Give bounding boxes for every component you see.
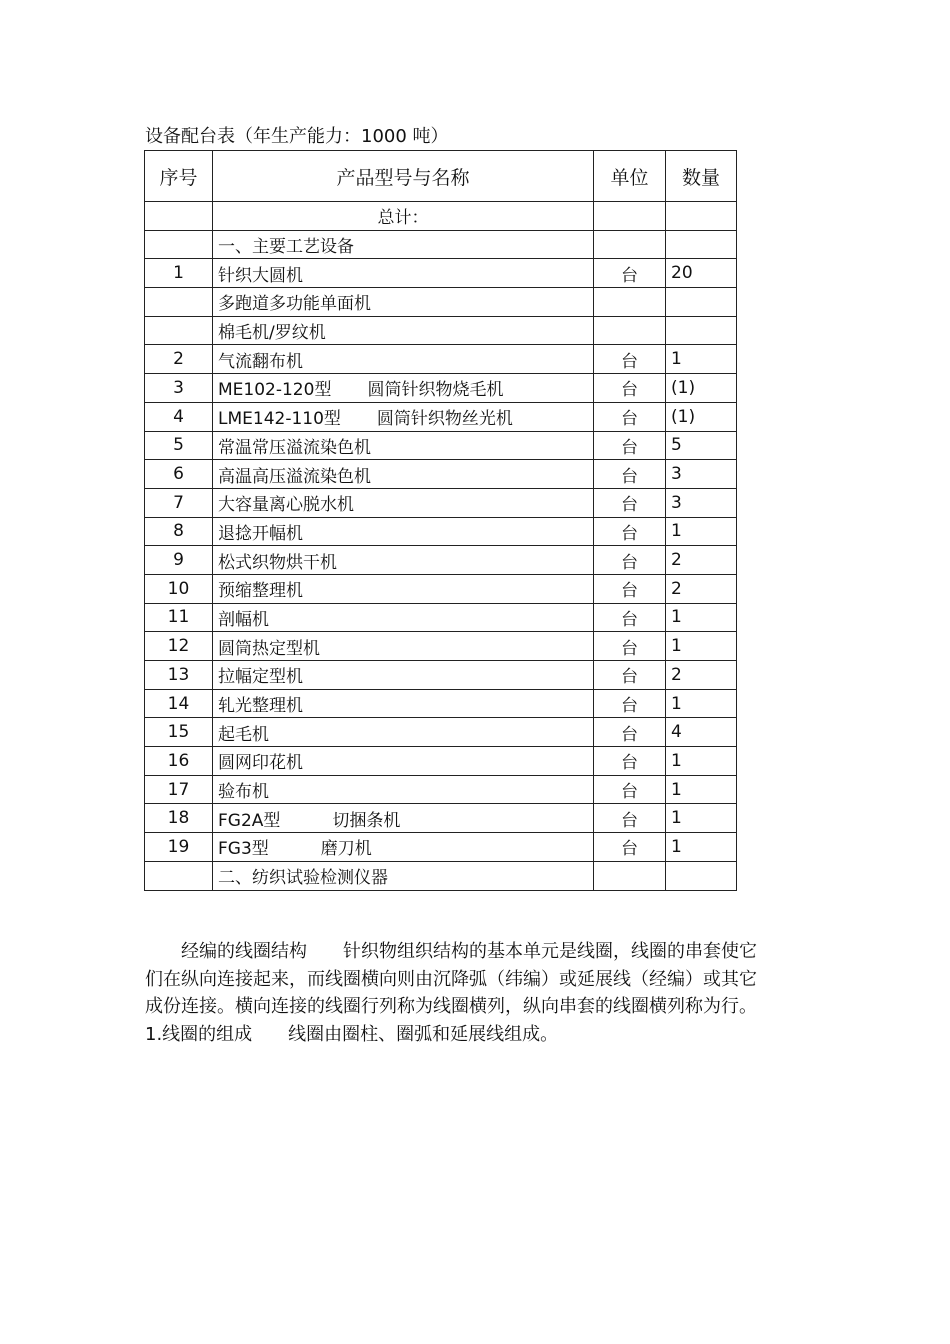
table-header-row xyxy=(145,151,737,202)
row-name-model: 大容量离心脱水机 xyxy=(218,495,354,516)
row-name xyxy=(213,488,594,517)
row-name xyxy=(213,460,594,489)
table-row xyxy=(145,431,737,460)
table-row xyxy=(145,603,737,632)
row-unit: 台 xyxy=(594,804,666,833)
row-name xyxy=(213,374,594,403)
row-no: 19 xyxy=(145,833,213,862)
row-no: 9 xyxy=(145,546,213,575)
row-name-model: 起毛机 xyxy=(218,724,269,745)
row-name-model: 松式织物烘干机 xyxy=(218,552,337,573)
row-no xyxy=(145,288,213,317)
row-name xyxy=(213,632,594,661)
row-name xyxy=(213,804,594,833)
row-unit: 台 xyxy=(594,833,666,862)
row-name xyxy=(213,402,594,431)
row-name xyxy=(213,345,594,374)
table-caption: 设备配台表（年生产能力：1000 吨） xyxy=(145,126,449,147)
row-name xyxy=(213,833,594,862)
row-unit: 台 xyxy=(594,546,666,575)
total-label: 总计： xyxy=(213,202,594,231)
row-unit xyxy=(594,316,666,345)
row-name-model: 圆筒热定型机 xyxy=(218,638,320,659)
row-qty: 1 xyxy=(666,804,737,833)
row-unit: 台 xyxy=(594,517,666,546)
row-unit: 台 xyxy=(594,661,666,690)
row-no: 18 xyxy=(145,804,213,833)
row-qty: 2 xyxy=(666,574,737,603)
row-unit: 台 xyxy=(594,718,666,747)
table-row xyxy=(145,546,737,575)
row-no: 3 xyxy=(145,374,213,403)
row-name-model: 验布机 xyxy=(218,782,269,803)
table-row xyxy=(145,861,737,890)
row-no xyxy=(145,316,213,345)
row-name-model: 气流翻布机 xyxy=(218,351,303,372)
row-name-description: 圆筒针织物丝光机 xyxy=(376,409,513,430)
row-unit: 台 xyxy=(594,775,666,804)
row-name-model: 多跑道多功能单面机 xyxy=(218,294,371,315)
row-qty: (1) xyxy=(666,402,737,431)
row-no: 5 xyxy=(145,431,213,460)
row-unit: 台 xyxy=(594,632,666,661)
row-unit: 台 xyxy=(594,345,666,374)
row-no: 11 xyxy=(145,603,213,632)
row-no: 1 xyxy=(145,259,213,288)
row-name xyxy=(213,603,594,632)
row-qty: 1 xyxy=(666,689,737,718)
paragraph-line: 1.线圈的组成 线圈由圈柱、圈弧和延展线组成。 xyxy=(145,1023,559,1045)
table-row xyxy=(145,775,737,804)
row-qty xyxy=(666,288,737,317)
row-unit: 台 xyxy=(594,574,666,603)
row-qty: 1 xyxy=(666,833,737,862)
row-qty: 1 xyxy=(666,747,737,776)
row-no: 17 xyxy=(145,775,213,804)
table-row xyxy=(145,316,737,345)
table-row xyxy=(145,374,737,403)
row-name-model: ME102-120型 xyxy=(218,380,332,401)
row-name-model: 拉幅定型机 xyxy=(218,667,303,688)
row-name-model: 常温常压溢流染色机 xyxy=(218,437,371,458)
table-row xyxy=(145,288,737,317)
table-row xyxy=(145,259,737,288)
row-name xyxy=(213,230,594,259)
row-name xyxy=(213,431,594,460)
table-row xyxy=(145,488,737,517)
paragraph-line: 们在纵向连接起来，而线圈横向则由沉降弧（纬编）或延展线（经编）或其它 xyxy=(145,968,757,990)
row-qty: 3 xyxy=(666,488,737,517)
row-unit: 台 xyxy=(594,259,666,288)
total-row xyxy=(145,202,737,231)
row-unit: 台 xyxy=(594,402,666,431)
row-name xyxy=(213,689,594,718)
row-name-model: 二、纺织试验检测仪器 xyxy=(218,868,388,889)
row-no: 4 xyxy=(145,402,213,431)
row-name-model: 剖幅机 xyxy=(218,609,269,630)
row-no: 15 xyxy=(145,718,213,747)
total-qty-cell xyxy=(666,202,737,231)
paragraph-line: 经编的线圈结构 针织物组织结构的基本单元是线圈，线圈的串套使它 xyxy=(145,941,757,962)
row-qty: 20 xyxy=(666,259,737,288)
row-name-model: FG3型 xyxy=(218,839,269,860)
row-name xyxy=(213,288,594,317)
table-row xyxy=(145,632,737,661)
row-qty: 1 xyxy=(666,775,737,804)
row-name xyxy=(213,546,594,575)
row-no: 12 xyxy=(145,632,213,661)
row-qty: 4 xyxy=(666,718,737,747)
row-name xyxy=(213,316,594,345)
row-name-model: 高温高压溢流染色机 xyxy=(218,466,371,487)
table-row xyxy=(145,804,737,833)
table-row xyxy=(145,402,737,431)
row-unit: 台 xyxy=(594,460,666,489)
table-row xyxy=(145,574,737,603)
row-qty: 1 xyxy=(666,603,737,632)
row-no: 10 xyxy=(145,574,213,603)
table-row xyxy=(145,747,737,776)
table-row xyxy=(145,833,737,862)
row-name-model: 一、主要工艺设备 xyxy=(218,237,354,258)
row-name xyxy=(213,661,594,690)
row-unit: 台 xyxy=(594,488,666,517)
row-no xyxy=(145,230,213,259)
row-no: 16 xyxy=(145,747,213,776)
equipment-table xyxy=(144,150,737,891)
row-unit: 台 xyxy=(594,603,666,632)
row-name-description: 圆筒针织物烧毛机 xyxy=(367,380,504,401)
row-no: 8 xyxy=(145,517,213,546)
row-qty xyxy=(666,230,737,259)
row-name xyxy=(213,861,594,890)
row-unit: 台 xyxy=(594,747,666,776)
row-name xyxy=(213,259,594,288)
table-row xyxy=(145,517,737,546)
total-no-cell xyxy=(145,202,213,231)
row-name-model: 预缩整理机 xyxy=(218,581,303,602)
header-no: 序号 xyxy=(145,151,213,202)
row-no xyxy=(145,861,213,890)
header-name: 产品型号与名称 xyxy=(213,151,594,202)
row-name xyxy=(213,775,594,804)
row-name-model: FG2A型 xyxy=(218,810,281,831)
row-qty: 3 xyxy=(666,460,737,489)
row-qty: 1 xyxy=(666,345,737,374)
table-row xyxy=(145,661,737,690)
row-qty xyxy=(666,316,737,345)
row-unit: 台 xyxy=(594,431,666,460)
row-qty: 2 xyxy=(666,546,737,575)
row-name-description: 磨刀机 xyxy=(320,839,372,860)
row-name-model: 针织大圆机 xyxy=(218,265,303,286)
row-qty: (1) xyxy=(666,374,737,403)
row-qty: 1 xyxy=(666,632,737,661)
row-name xyxy=(213,517,594,546)
row-no: 6 xyxy=(145,460,213,489)
row-qty: 5 xyxy=(666,431,737,460)
row-unit: 台 xyxy=(594,689,666,718)
row-unit xyxy=(594,230,666,259)
row-unit xyxy=(594,288,666,317)
table-row xyxy=(145,460,737,489)
row-no: 14 xyxy=(145,689,213,718)
row-unit: 台 xyxy=(594,374,666,403)
total-unit-cell xyxy=(594,202,666,231)
row-name-model: 棉毛机/罗纹机 xyxy=(218,323,326,344)
table-row xyxy=(145,689,737,718)
table-row xyxy=(145,230,737,259)
paragraph-line: 成份连接。横向连接的线圈行列称为线圈横列，纵向串套的线圈横列称为行。 xyxy=(145,996,757,1017)
table-row xyxy=(145,345,737,374)
row-unit xyxy=(594,861,666,890)
table-row xyxy=(145,718,737,747)
row-no: 7 xyxy=(145,488,213,517)
header-unit: 单位 xyxy=(594,151,666,202)
row-name-model: 轧光整理机 xyxy=(218,696,303,717)
body-paragraph xyxy=(145,938,805,1048)
row-no: 2 xyxy=(145,345,213,374)
row-name xyxy=(213,747,594,776)
row-qty: 1 xyxy=(666,517,737,546)
row-no: 13 xyxy=(145,661,213,690)
row-name-description: 切捆条机 xyxy=(332,810,401,831)
row-qty: 2 xyxy=(666,661,737,690)
header-qty: 数量 xyxy=(666,151,737,202)
row-name xyxy=(213,718,594,747)
row-name-model: LME142-110型 xyxy=(218,409,341,430)
row-name-model: 退捻开幅机 xyxy=(218,523,303,544)
row-qty xyxy=(666,861,737,890)
row-name-model: 圆网印花机 xyxy=(218,753,303,774)
row-name xyxy=(213,574,594,603)
